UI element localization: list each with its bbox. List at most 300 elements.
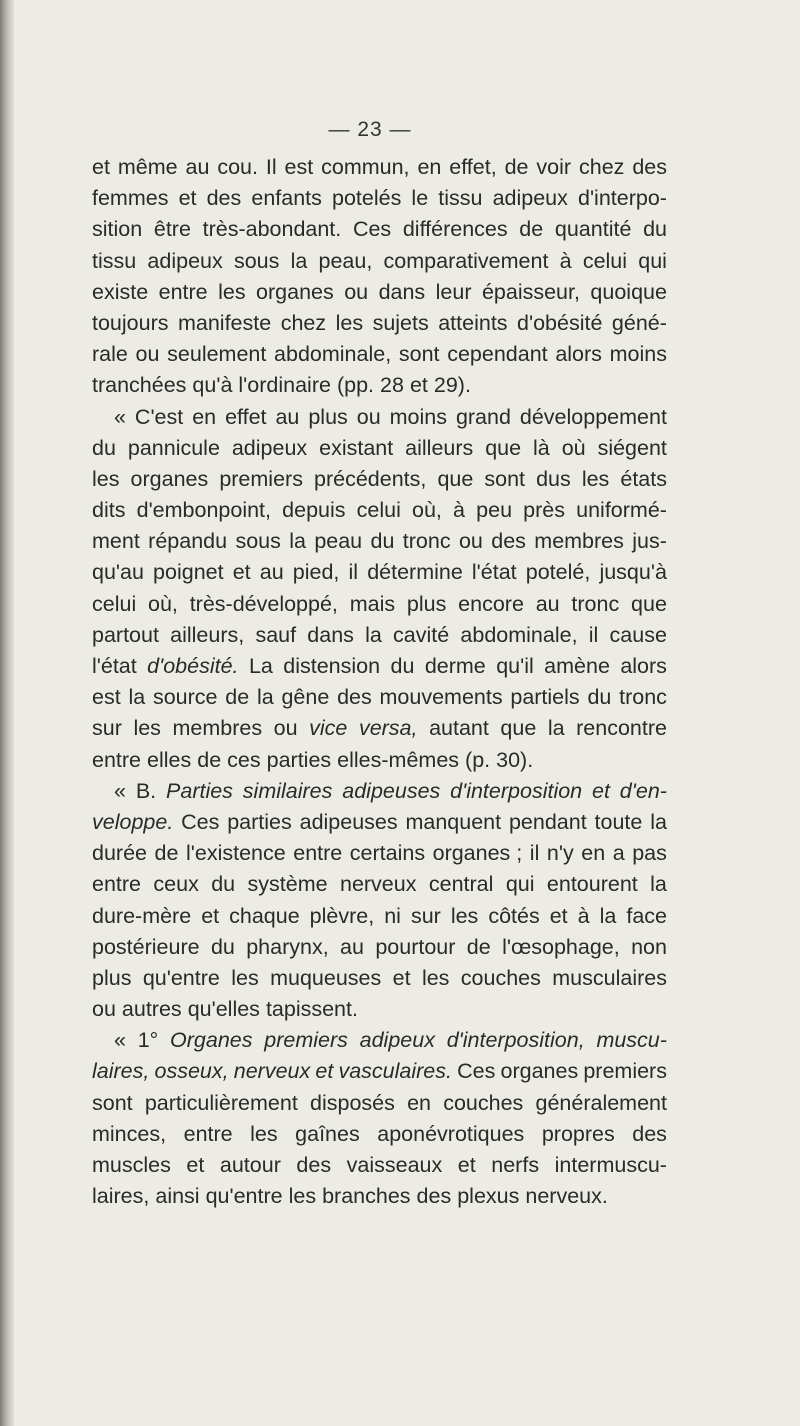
text-line	[92, 277, 667, 308]
text-line	[92, 651, 667, 682]
word: du	[390, 654, 415, 678]
word: même	[117, 155, 178, 179]
text-line	[92, 1056, 667, 1087]
word: en	[192, 404, 217, 429]
word: gêne	[281, 685, 330, 710]
word: géné-	[611, 310, 667, 335]
word: face	[626, 903, 667, 928]
text-line	[92, 776, 667, 807]
word: premiers	[583, 1059, 667, 1084]
word: jusqu'à	[599, 560, 667, 585]
word: qui	[638, 248, 667, 273]
word: alors	[620, 654, 667, 678]
word: ou	[458, 529, 483, 554]
word: chez	[578, 155, 625, 179]
word: abdominale,	[274, 342, 392, 367]
word: celui	[92, 591, 137, 616]
word: comparativement	[383, 248, 549, 273]
word: laires,	[92, 1184, 150, 1209]
word: les	[231, 965, 259, 990]
word: membres	[172, 716, 263, 741]
word: quantité	[554, 217, 632, 242]
word: que	[631, 591, 667, 616]
word: ni	[384, 903, 401, 928]
word: moins	[389, 404, 447, 429]
word: développement	[519, 404, 667, 429]
word: parties	[266, 747, 332, 772]
word: «	[114, 1028, 126, 1053]
word: certains	[349, 841, 426, 866]
word: que	[485, 435, 522, 460]
word: au	[340, 934, 364, 959]
text-line	[92, 1119, 667, 1150]
word: chez	[280, 310, 327, 335]
word: de	[466, 934, 491, 959]
word: qui	[505, 872, 535, 897]
word: femmes	[92, 186, 169, 211]
word: celui	[582, 248, 628, 273]
word: tranchées	[92, 373, 187, 398]
word: états	[620, 466, 667, 491]
word: vasculaires.	[338, 1059, 452, 1084]
word: autant	[429, 716, 489, 741]
word: de	[225, 685, 250, 710]
word: adipeux	[492, 186, 568, 211]
word: celui	[356, 498, 401, 523]
word: elles	[147, 747, 192, 772]
word: tapissent.	[265, 997, 358, 1022]
word: premiers	[219, 466, 303, 491]
word: Ces	[181, 809, 220, 834]
word: adipeux	[359, 1028, 435, 1053]
word: des	[206, 186, 242, 211]
word: ces	[227, 747, 261, 772]
word: toujours	[92, 310, 169, 335]
word: alors	[555, 342, 602, 367]
word: 1°	[137, 1028, 159, 1053]
word: qu'au	[92, 560, 144, 585]
text-line	[92, 214, 667, 245]
word: de	[197, 747, 222, 772]
text-line	[92, 963, 667, 994]
word: «	[114, 404, 126, 429]
word: des	[632, 155, 667, 179]
word: d'en-	[619, 778, 667, 803]
word: au	[275, 404, 300, 429]
page-number: — 23 —	[328, 118, 412, 141]
word: sous	[235, 529, 281, 554]
text-line	[92, 994, 667, 1025]
word: (p.	[465, 747, 491, 772]
word: il	[588, 622, 599, 647]
text-line	[92, 183, 667, 214]
word: est	[92, 685, 121, 710]
word: effet,	[449, 155, 497, 179]
word: en	[417, 155, 442, 179]
word: ainsi	[155, 1184, 200, 1209]
text-line	[92, 745, 667, 776]
word: dits	[92, 498, 126, 523]
word: aponévrotiques	[377, 1121, 525, 1146]
word: partout	[92, 622, 159, 647]
word: similaires	[242, 778, 333, 803]
word: d'interposition,	[446, 1028, 585, 1053]
word: non	[631, 934, 667, 959]
text-line	[92, 713, 667, 744]
word: central	[428, 872, 494, 897]
text-line	[92, 620, 667, 651]
word: à	[577, 903, 590, 928]
word: sition	[92, 217, 143, 242]
word: plus	[308, 404, 348, 429]
text-line	[92, 869, 667, 900]
word: intermuscu-	[554, 1153, 667, 1177]
word: tissu	[438, 186, 483, 211]
word: la	[256, 685, 274, 710]
word: différences	[402, 217, 508, 242]
word: pied,	[292, 560, 340, 585]
word: ailleurs	[405, 435, 474, 460]
word: entre	[293, 841, 343, 866]
word: là	[533, 435, 550, 460]
word: Parties	[166, 778, 233, 803]
word: jus-	[632, 529, 667, 554]
word: la	[599, 903, 617, 928]
word: et	[592, 778, 610, 803]
word: des	[337, 685, 372, 710]
word: existant	[319, 435, 394, 460]
text-line	[92, 152, 667, 183]
word: les	[92, 466, 120, 491]
word: parties	[227, 809, 292, 834]
word: tronc	[619, 685, 667, 710]
word: la	[289, 529, 306, 554]
word: l'état	[92, 654, 137, 678]
word: branches	[322, 1184, 411, 1209]
word: rale	[92, 342, 128, 367]
word: à	[453, 498, 466, 523]
text-line	[92, 308, 667, 339]
word: ou	[273, 716, 298, 741]
word: effet	[225, 404, 267, 429]
word: pendant	[508, 809, 587, 834]
text-line	[92, 557, 667, 588]
word: il	[529, 841, 540, 866]
word: dans	[378, 279, 426, 304]
word: sont	[484, 466, 526, 491]
word: veloppe.	[92, 809, 174, 834]
word: potelés	[331, 186, 402, 211]
word: les	[218, 279, 246, 304]
word: voir	[536, 155, 572, 179]
word: Organes	[170, 1028, 253, 1053]
word: et	[232, 560, 251, 585]
word: ceux	[153, 872, 199, 897]
word: pharynx,	[246, 934, 329, 959]
word: vaisseaux	[346, 1153, 443, 1177]
word: sont	[92, 1090, 133, 1115]
word: osseux,	[154, 1059, 229, 1084]
word: peu	[476, 498, 513, 523]
word: source	[152, 685, 218, 710]
text-line	[92, 807, 667, 838]
word: derme	[424, 654, 486, 678]
text-line	[92, 246, 667, 277]
word: que	[437, 466, 474, 491]
word: il	[348, 560, 359, 585]
text-line	[92, 402, 667, 433]
text-line	[92, 464, 667, 495]
word: peau,	[318, 248, 373, 273]
text-line	[92, 838, 667, 869]
word: qu'entre	[205, 1184, 283, 1209]
word: la	[290, 248, 308, 273]
word: Ces	[457, 1059, 496, 1084]
text-line	[92, 1025, 667, 1056]
word: où,	[148, 591, 178, 616]
word: au	[259, 560, 284, 585]
word: minces,	[92, 1121, 167, 1146]
word: détermine	[367, 560, 463, 585]
word: entre	[92, 872, 142, 897]
word: l'œsophage,	[502, 934, 620, 959]
text-line	[92, 339, 667, 370]
body-text	[92, 152, 667, 1212]
word: au	[185, 155, 210, 179]
word: le	[411, 186, 429, 211]
word: précédents,	[314, 466, 427, 491]
word: nerfs	[491, 1153, 540, 1177]
word: très-développé,	[189, 591, 338, 616]
word: ou	[356, 404, 381, 429]
word: sur	[410, 903, 441, 928]
word: ment	[92, 529, 140, 554]
word: sous	[233, 248, 280, 273]
word: adipeuses	[299, 809, 398, 834]
word: qu'entre	[142, 965, 220, 990]
word: entre	[183, 1121, 233, 1146]
word: gaînes	[295, 1121, 360, 1146]
word: toute	[594, 809, 643, 834]
word: muqueuses	[270, 965, 382, 990]
word: postérieure	[92, 934, 200, 959]
word: les	[450, 903, 479, 928]
text-line	[92, 589, 667, 620]
word: autres	[121, 997, 182, 1022]
word: et	[549, 903, 568, 928]
word: entre	[158, 279, 208, 304]
word: répandu	[148, 529, 228, 554]
word: au	[535, 591, 560, 616]
word: ou	[344, 279, 369, 304]
word: qu'à	[192, 373, 233, 398]
word: les	[581, 466, 610, 491]
word: musculaires	[552, 965, 667, 990]
word: laires,	[92, 1059, 150, 1084]
word: mouvements	[379, 685, 503, 710]
word: d'obésité.	[147, 654, 239, 678]
word: amène	[544, 654, 610, 678]
word: membres	[534, 529, 624, 554]
word: de	[154, 841, 179, 866]
word: nerveux	[339, 872, 417, 897]
word: rencontre	[576, 716, 667, 741]
word: peau	[314, 529, 363, 554]
word: abdominale,	[460, 622, 578, 647]
word: atteints	[438, 310, 508, 335]
word: la	[650, 809, 667, 834]
word: La	[248, 654, 273, 678]
word: couches	[460, 965, 541, 990]
word: généralement	[535, 1090, 667, 1115]
word: très-abondant.	[202, 217, 342, 242]
word: a	[612, 841, 625, 866]
word: d'embonpoint,	[136, 498, 272, 523]
word: et	[178, 186, 197, 211]
word: où,	[412, 498, 442, 523]
word: tronc	[571, 591, 620, 616]
word: pannicule	[127, 435, 220, 460]
word: d'interpo-	[577, 186, 667, 211]
word: du	[92, 435, 116, 460]
word: être	[153, 217, 191, 242]
word: cependant	[447, 342, 548, 367]
word: organes ;	[432, 841, 523, 866]
word: organes	[130, 466, 209, 491]
word: ou	[92, 997, 116, 1022]
text-line	[92, 1088, 667, 1119]
text-line	[92, 495, 667, 526]
word: dure-mère	[92, 903, 192, 928]
word: ailleurs,	[170, 622, 245, 647]
word: tronc	[402, 529, 451, 554]
word: premiers	[264, 1028, 348, 1053]
word: et	[409, 373, 428, 398]
word: plèvre,	[309, 903, 375, 928]
text-line	[92, 433, 667, 464]
word: plexus	[457, 1184, 520, 1209]
word: durée	[92, 841, 147, 866]
word: tissu	[92, 248, 137, 273]
word: dans	[307, 622, 354, 647]
word: près	[523, 498, 565, 523]
word: cou.	[217, 155, 258, 179]
word: la	[650, 872, 667, 897]
word: entourent	[546, 872, 638, 897]
word: système	[247, 872, 328, 897]
word: la	[365, 622, 382, 647]
word: l'ordinaire	[238, 373, 331, 398]
word: et	[201, 903, 220, 928]
word: versa,	[358, 716, 418, 741]
word: du	[587, 685, 612, 710]
word: organes	[256, 279, 334, 304]
text-line	[92, 1150, 667, 1181]
word: partiels	[510, 685, 580, 710]
word: du	[211, 872, 236, 897]
word: cavité	[393, 622, 450, 647]
word: manifeste	[177, 310, 272, 335]
word: l'état	[471, 560, 517, 585]
word: seulement	[167, 342, 267, 367]
word: particulièrement	[144, 1090, 298, 1115]
word: vice	[309, 716, 348, 741]
word: des	[296, 1153, 332, 1177]
word: en	[407, 1090, 431, 1115]
word: qu'elles	[187, 997, 260, 1022]
word: propres	[541, 1121, 615, 1146]
word: sur	[92, 716, 122, 741]
word: sont	[398, 342, 440, 367]
text-line	[92, 526, 667, 557]
word: sauf	[255, 622, 297, 647]
word: l'existence	[185, 841, 286, 866]
word: depuis	[282, 498, 346, 523]
word: commun,	[321, 155, 410, 179]
word: d'interposition	[450, 778, 583, 803]
word: organes	[500, 1059, 579, 1084]
word: des	[491, 529, 526, 554]
word: elles-mêmes	[337, 747, 460, 772]
word: et	[92, 155, 110, 179]
word: pourtour	[375, 934, 456, 959]
word: cause	[609, 622, 667, 647]
word: et	[392, 965, 411, 990]
word: nerveux	[233, 1059, 311, 1084]
word: quoique	[590, 279, 667, 304]
word: uniformé-	[576, 498, 667, 523]
word: n'y	[546, 841, 574, 866]
word: disposés	[310, 1090, 395, 1115]
word: potelé,	[525, 560, 591, 585]
word: couches	[443, 1090, 524, 1115]
word: moins	[609, 342, 667, 367]
word: des	[416, 1184, 452, 1209]
word: 29).	[433, 373, 471, 398]
word: les	[250, 1121, 278, 1146]
word: existe	[92, 279, 149, 304]
word: Il	[265, 155, 277, 179]
word: du	[370, 529, 395, 554]
word: et	[186, 1153, 205, 1177]
word: de	[504, 155, 529, 179]
word: autour	[219, 1153, 281, 1177]
word: épaisseur,	[481, 279, 580, 304]
word: pas	[632, 841, 667, 866]
word: leur	[435, 279, 472, 304]
word: sujets	[372, 310, 429, 335]
word: encore	[458, 591, 524, 616]
word: et	[315, 1059, 334, 1084]
word: enfants	[251, 186, 322, 211]
word: mais	[349, 591, 396, 616]
word: en	[581, 841, 606, 866]
word: (pp.	[336, 373, 375, 398]
word: siégent	[597, 435, 667, 460]
word: et	[457, 1153, 476, 1177]
word: C'est	[134, 404, 184, 429]
word: du	[210, 934, 235, 959]
word: que	[500, 716, 537, 741]
text-line	[92, 901, 667, 932]
word: manquent	[405, 809, 502, 834]
word: ou	[135, 342, 160, 367]
text-line	[92, 370, 667, 401]
word: plus	[406, 591, 447, 616]
word: où	[561, 435, 586, 460]
word: dus	[536, 466, 571, 491]
word: «	[114, 778, 126, 803]
